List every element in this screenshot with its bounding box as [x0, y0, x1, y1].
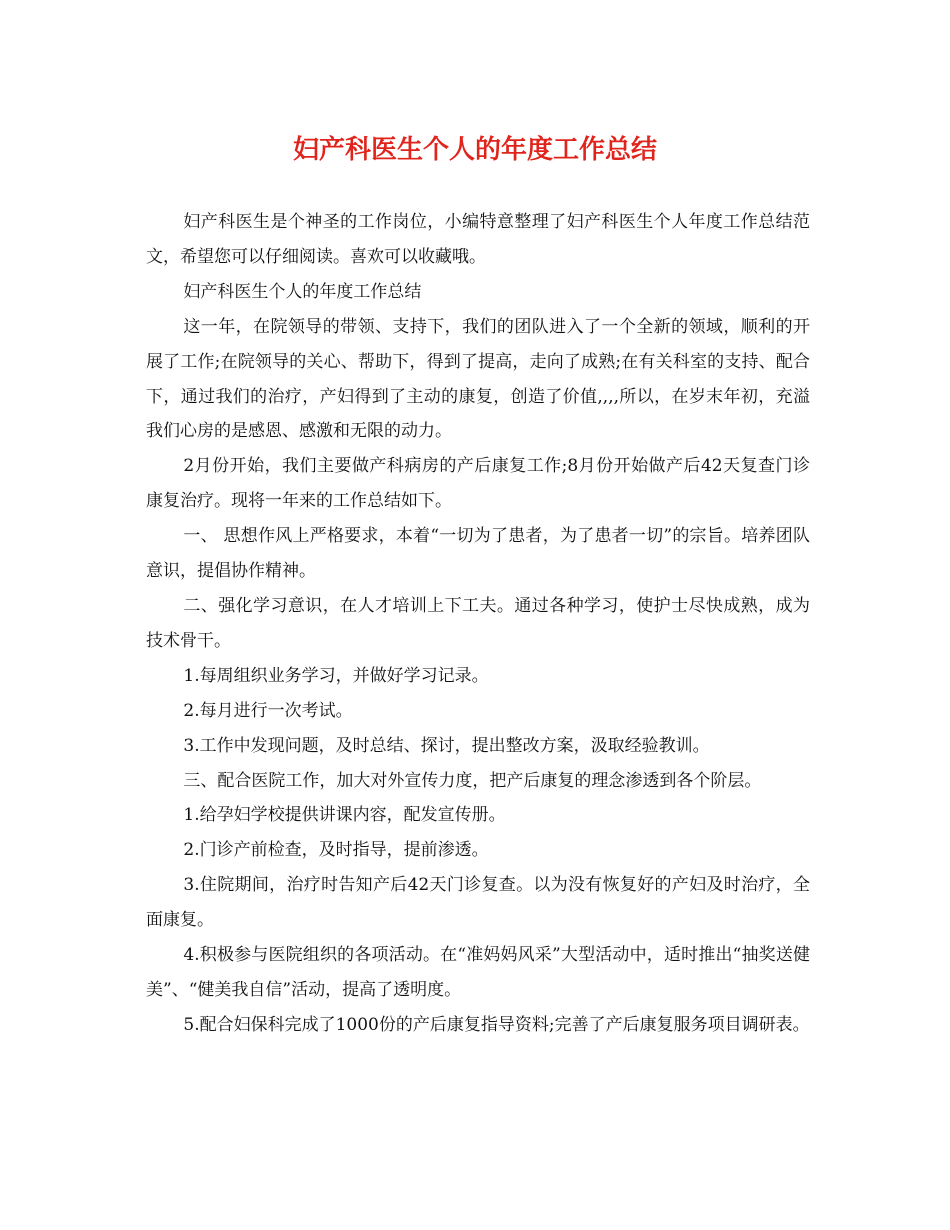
list-item: 3.工作中发现问题，及时总结、探讨，提出整改方案，汲取经验教训。: [183, 735, 710, 756]
list-item: 2.每月进行一次考试。: [183, 700, 353, 721]
paragraph: 妇产科医生个人的年度工作总结: [183, 281, 422, 302]
paragraph: 妇产科医生是个神圣的工作岗位，小编特意整理了妇产科医生个人年度工作总结范文，希望您可以仔细阅读。喜欢可以收藏哦。: [146, 212, 810, 267]
paragraph: 二、强化学习意识，在人才培训上下工夫。通过各种学习，使护士尽快成熟，成为技术骨干。: [146, 595, 810, 651]
paragraph: 这一年，在院领导的带领、支持下，我们的团队进入了一个全新的领域，顺利的开展了工作;在院领导的关心、帮助下，得到了提高，走向了成熟;在有关科室的支持、配合下，通过我们的治疗，产妇得到了主动的康复，创造了价值,,,,所以，在岁末年初，充溢我们心房的是感恩、感激和无限的动力。: [146, 316, 810, 442]
list-item: 2.门诊产前检查，及时指导，提前渗透。: [183, 840, 489, 861]
paragraph: 三、配合医院工作，加大对外宣传力度，把产后康复的理念渗透到各个阶层。: [183, 770, 762, 791]
list-item: 1.给孕妇学校提供讲课内容，配发宣传册。: [183, 805, 506, 826]
list-item: 1.每周组织业务学习，并做好学习记录。: [183, 665, 489, 686]
list-item: 4.积极参与医院组织的各项活动。在“准妈妈风采”大型活动中，适时推出“抽奖送健美”、“健美我自信”活动，提高了透明度。: [146, 945, 810, 1000]
list-item: 3.住院期间，治疗时告知产后42天门诊复查。以为没有恢复好的产妇及时治疗，全面康复。: [146, 875, 810, 931]
list-item: 5.配合妇保科完成了1000份的产后康复指导资料;完善了产后康复服务项目调研表。: [183, 1014, 810, 1035]
document-title: 妇产科医生个人的年度工作总结: [292, 135, 657, 165]
document-body: [146, 205, 810, 1043]
paragraph: 一、 思想作风上严格要求，本着“一切为了患者，为了患者一切”的宗旨。培养团队意识，提倡协作精神。: [146, 526, 810, 582]
paragraph: 2月份开始，我们主要做产科病房的产后康复工作;8月份开始做产后42天复查门诊康复治疗。现将一年来的工作总结如下。: [146, 456, 810, 512]
